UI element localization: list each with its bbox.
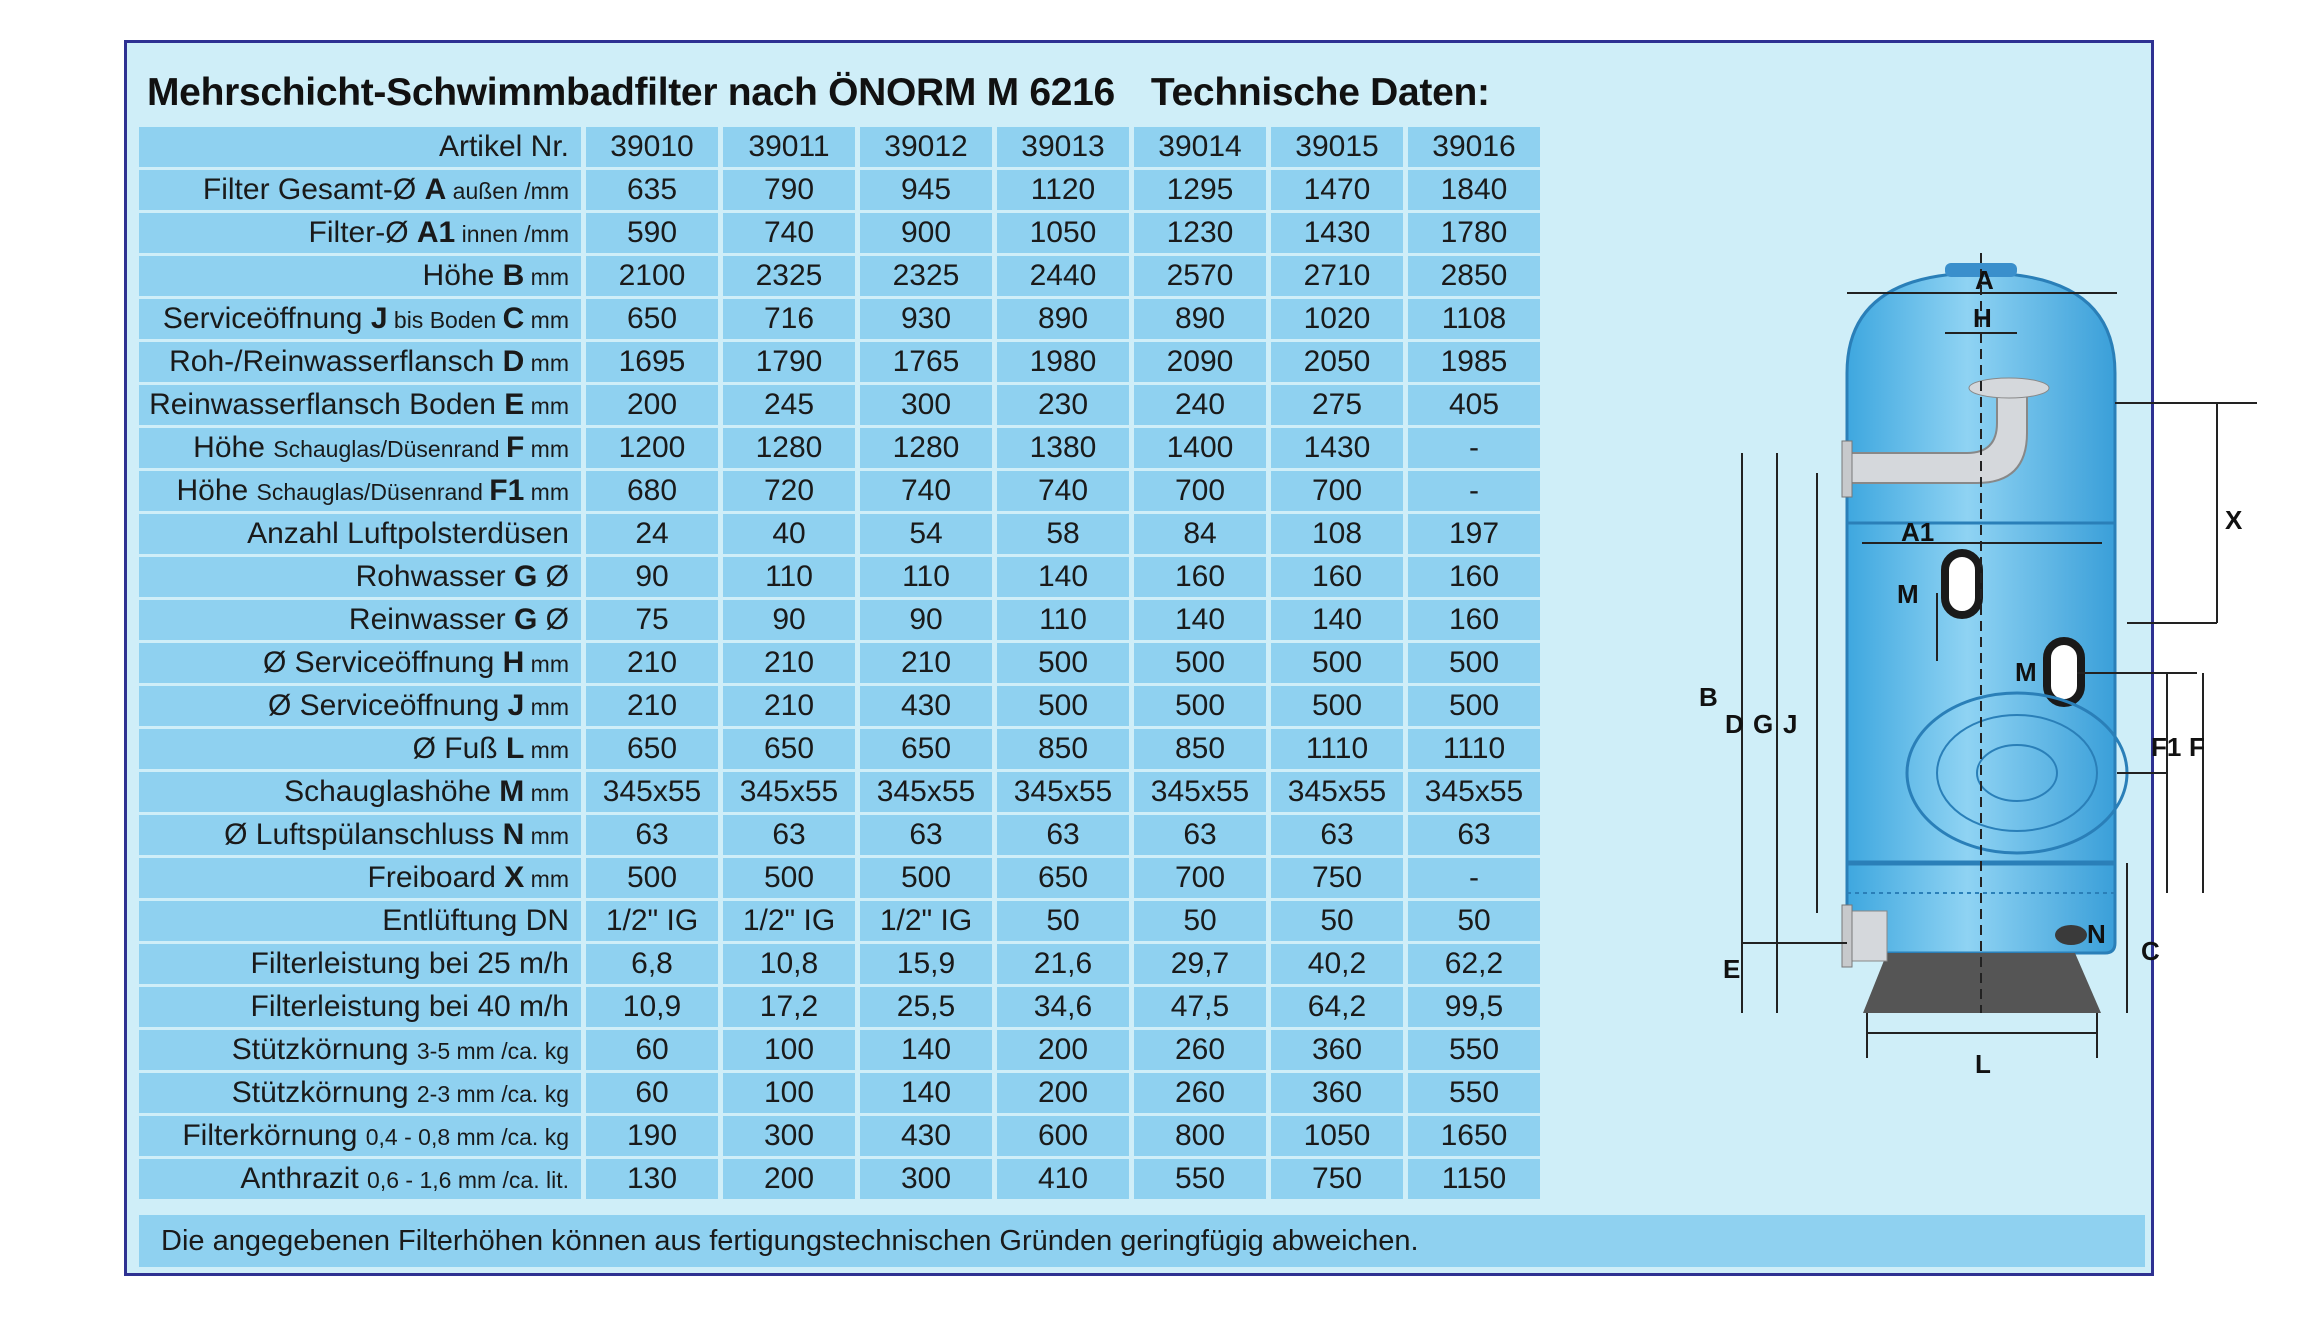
value-cell: 700 (1134, 471, 1266, 511)
label-unit: Schauglas/Düsenrand (256, 479, 490, 505)
row-label (139, 299, 581, 339)
value-cell: 110 (860, 557, 992, 597)
value-cell: 750 (1271, 858, 1403, 898)
label-symbol: H (502, 646, 525, 679)
value-cell: 345x55 (1134, 772, 1266, 812)
value-cell: 99,5 (1408, 987, 1540, 1027)
value-cell: 1650 (1408, 1116, 1540, 1156)
row-label (139, 944, 581, 984)
value-cell: 500 (997, 643, 1129, 683)
article-number-cell: 39010 (586, 127, 718, 167)
page-title (147, 61, 2147, 125)
value-cell: 54 (860, 514, 992, 554)
value-cell: - (1408, 858, 1540, 898)
row-label (139, 213, 581, 253)
article-number-cell: 39015 (1271, 127, 1403, 167)
value-cell: 160 (1408, 600, 1540, 640)
label-symbol: D (502, 345, 525, 378)
label-unit: 3-5 mm /ca. kg (416, 1038, 569, 1064)
label-symbol: G (513, 560, 538, 593)
value-cell: - (1408, 471, 1540, 511)
value-cell: 140 (1134, 600, 1266, 640)
value-cell: 90 (860, 600, 992, 640)
value-cell: 1430 (1271, 213, 1403, 253)
label-text: Filterkörnung (182, 1119, 366, 1152)
label-symbol: A1 (416, 216, 456, 249)
value-cell: 200 (997, 1073, 1129, 1113)
label-text: Schauglashöhe (284, 775, 500, 808)
value-cell: 790 (723, 170, 855, 210)
value-cell: 2325 (860, 256, 992, 296)
value-cell: 63 (1271, 815, 1403, 855)
value-cell: 50 (997, 901, 1129, 941)
value-cell: 47,5 (1134, 987, 1266, 1027)
value-cell: 160 (1271, 557, 1403, 597)
value-cell: 210 (586, 686, 718, 726)
label-text: Reinwasser (348, 603, 514, 636)
value-cell: 100 (723, 1073, 855, 1113)
dim-label-f: F (2189, 732, 2205, 762)
value-cell: 1790 (723, 342, 855, 382)
value-cell: 17,2 (723, 987, 855, 1027)
value-cell: 2325 (723, 256, 855, 296)
label-text: Ø Fuß (412, 732, 506, 765)
value-cell: 1980 (997, 342, 1129, 382)
label-symbol: L (505, 732, 525, 765)
title-technical-data: Technische Daten: (1150, 71, 1490, 114)
value-cell: 160 (1134, 557, 1266, 597)
row-label (139, 428, 581, 468)
label-text: Rohwasser (355, 560, 514, 593)
value-cell: 360 (1271, 1073, 1403, 1113)
value-cell: 700 (1271, 471, 1403, 511)
value-cell: 100 (723, 1030, 855, 1070)
value-cell: 1470 (1271, 170, 1403, 210)
value-cell: 240 (1134, 385, 1266, 425)
value-cell: 58 (997, 514, 1129, 554)
row-label (139, 729, 581, 769)
label-symbol: F (505, 431, 525, 464)
value-cell: 29,7 (1134, 944, 1266, 984)
value-cell: 245 (723, 385, 855, 425)
article-number-cell: 39012 (860, 127, 992, 167)
row-label (139, 514, 581, 554)
value-cell: 550 (1408, 1030, 1540, 1070)
value-cell: 62,2 (1408, 944, 1540, 984)
dim-label-m-1: M (1897, 579, 1919, 609)
label-unit: 2-3 mm /ca. kg (416, 1081, 569, 1107)
value-cell: 140 (1271, 600, 1403, 640)
value-cell: 650 (997, 858, 1129, 898)
label-text: Roh-/Reinwasserflansch (169, 345, 503, 378)
label-text: Filterleistung bei 40 m/h (250, 990, 569, 1023)
label-unit: mm (524, 307, 569, 333)
value-cell: 140 (997, 557, 1129, 597)
value-cell: 260 (1134, 1030, 1266, 1070)
value-cell: 63 (723, 815, 855, 855)
dim-label-a1: A1 (1901, 517, 1935, 547)
row-label (139, 170, 581, 210)
label-text: Reinwasserflansch Boden (149, 388, 505, 421)
dim-label-x: X (2225, 505, 2243, 535)
row-label (139, 600, 581, 640)
label-text: Filter-Ø (308, 216, 417, 249)
value-cell: 1230 (1134, 213, 1266, 253)
label-unit: mm (524, 436, 569, 462)
value-cell: 716 (723, 299, 855, 339)
article-number-cell: 39011 (723, 127, 855, 167)
label-text: Anthrazit (240, 1162, 368, 1195)
label-unit: bis Boden (387, 307, 503, 333)
value-cell: 25,5 (860, 987, 992, 1027)
value-cell: 90 (586, 557, 718, 597)
label-symbol: J (370, 302, 388, 335)
label-symbol: C (502, 302, 525, 335)
value-cell: 500 (1134, 686, 1266, 726)
label-symbol: F1 (489, 474, 525, 507)
label-symbol: A (424, 173, 447, 206)
dim-label-n: N (2087, 919, 2106, 949)
value-cell: 10,9 (586, 987, 718, 1027)
value-cell: 75 (586, 600, 718, 640)
value-cell: 110 (997, 600, 1129, 640)
row-label (139, 772, 581, 812)
label-symbol: J (507, 689, 525, 722)
label-unit: mm (524, 264, 569, 290)
label-text: Entlüftung DN (382, 904, 569, 937)
value-cell: 345x55 (723, 772, 855, 812)
value-cell: 550 (1408, 1073, 1540, 1113)
value-cell: 850 (997, 729, 1129, 769)
value-cell: 2050 (1271, 342, 1403, 382)
dim-label-e: E (1723, 954, 1741, 984)
value-cell: 430 (860, 686, 992, 726)
value-cell: 2090 (1134, 342, 1266, 382)
row-label (139, 342, 581, 382)
row-label (139, 1073, 581, 1113)
value-cell: 680 (586, 471, 718, 511)
value-cell: 650 (723, 729, 855, 769)
value-cell: 140 (860, 1073, 992, 1113)
title-main: Mehrschicht-Schwimmbadfilter nach ÖNORM M 6216 (147, 71, 1115, 114)
value-cell: 600 (997, 1116, 1129, 1156)
value-cell: 550 (1134, 1159, 1266, 1199)
value-cell: 63 (1134, 815, 1266, 855)
label-symbol: X (504, 861, 525, 894)
label-text: Höhe (422, 259, 503, 292)
label-unit: mm (524, 350, 569, 376)
dim-label-h: H (1973, 303, 1992, 333)
row-label (139, 1159, 581, 1199)
value-cell: 890 (1134, 299, 1266, 339)
value-cell: 890 (997, 299, 1129, 339)
value-cell: 210 (860, 643, 992, 683)
dim-label-j: J (1783, 709, 1798, 739)
value-cell: 590 (586, 213, 718, 253)
label-symbol: G (513, 603, 538, 636)
article-number-cell: 39014 (1134, 127, 1266, 167)
value-cell: 34,6 (997, 987, 1129, 1027)
label-text: Ø Serviceöffnung (263, 646, 503, 679)
value-cell: 60 (586, 1030, 718, 1070)
label-text: Freiboard (367, 861, 505, 894)
row-label (139, 256, 581, 296)
value-cell: - (1408, 428, 1540, 468)
label-text: Ø Serviceöffnung (268, 689, 508, 722)
value-cell: 1430 (1271, 428, 1403, 468)
value-cell: 850 (1134, 729, 1266, 769)
value-cell: 210 (586, 643, 718, 683)
row-label (139, 471, 581, 511)
value-cell: 1295 (1134, 170, 1266, 210)
value-cell: 108 (1271, 514, 1403, 554)
value-cell: 930 (860, 299, 992, 339)
row-label (139, 815, 581, 855)
value-cell: 1120 (997, 170, 1129, 210)
dim-label-l: L (1975, 1049, 1991, 1079)
value-cell: 10,8 (723, 944, 855, 984)
value-cell: 197 (1408, 514, 1540, 554)
value-cell: 190 (586, 1116, 718, 1156)
value-cell: 50 (1134, 901, 1266, 941)
value-cell: 63 (586, 815, 718, 855)
value-cell: 700 (1134, 858, 1266, 898)
label-symbol: B (502, 259, 525, 292)
value-cell: 720 (723, 471, 855, 511)
row-label (139, 1116, 581, 1156)
label-symbol: M (499, 775, 525, 808)
value-cell: 500 (997, 686, 1129, 726)
label-unit: mm (524, 780, 569, 806)
label-text: Artikel Nr. (438, 130, 569, 163)
value-cell: 2850 (1408, 256, 1540, 296)
value-cell: 740 (860, 471, 992, 511)
label-text: Ø Luftspülanschluss (224, 818, 503, 851)
value-cell: 740 (723, 213, 855, 253)
value-cell: 140 (860, 1030, 992, 1070)
value-cell: 50 (1408, 901, 1540, 941)
value-cell: 500 (1271, 643, 1403, 683)
value-cell: 500 (586, 858, 718, 898)
value-cell: 635 (586, 170, 718, 210)
value-cell: 1110 (1408, 729, 1540, 769)
value-cell: 160 (1408, 557, 1540, 597)
label-unit: mm (524, 651, 569, 677)
value-cell: 650 (586, 299, 718, 339)
value-cell: 210 (723, 686, 855, 726)
label-text: Ø (537, 560, 569, 593)
value-cell: 275 (1271, 385, 1403, 425)
value-cell: 1780 (1408, 213, 1540, 253)
dim-label-c: C (2141, 936, 2160, 966)
dim-label-g: G (1753, 709, 1774, 739)
air-connection (2055, 925, 2087, 945)
label-text: Filterleistung bei 25 m/h (250, 947, 569, 980)
value-cell: 40 (723, 514, 855, 554)
value-cell: 260 (1134, 1073, 1266, 1113)
value-cell: 1110 (1271, 729, 1403, 769)
value-cell: 2100 (586, 256, 718, 296)
label-unit: mm (524, 479, 569, 505)
value-cell: 405 (1408, 385, 1540, 425)
value-cell: 345x55 (586, 772, 718, 812)
value-cell: 6,8 (586, 944, 718, 984)
value-cell: 130 (586, 1159, 718, 1199)
value-cell: 1400 (1134, 428, 1266, 468)
value-cell: 300 (723, 1116, 855, 1156)
row-label (139, 901, 581, 941)
value-cell: 1/2" IG (723, 901, 855, 941)
value-cell: 500 (860, 858, 992, 898)
row-label (139, 858, 581, 898)
row-label (139, 643, 581, 683)
label-unit: 0,4 - 0,8 mm /ca. kg (365, 1124, 569, 1150)
label-text: Stützkörnung (231, 1076, 417, 1109)
label-unit: 0,6 - 1,6 mm /ca. lit. (367, 1167, 569, 1193)
value-cell: 84 (1134, 514, 1266, 554)
value-cell: 345x55 (997, 772, 1129, 812)
value-cell: 90 (723, 600, 855, 640)
value-cell: 60 (586, 1073, 718, 1113)
value-cell: 345x55 (1271, 772, 1403, 812)
sight-glass-1 (1945, 553, 1979, 615)
label-unit: mm (524, 866, 569, 892)
article-number-cell: 39016 (1408, 127, 1540, 167)
value-cell: 230 (997, 385, 1129, 425)
value-cell: 1840 (1408, 170, 1540, 210)
value-cell: 500 (1408, 686, 1540, 726)
value-cell: 750 (1271, 1159, 1403, 1199)
value-cell: 410 (997, 1159, 1129, 1199)
dim-label-a: A (1975, 265, 1994, 295)
value-cell: 650 (860, 729, 992, 769)
row-label (139, 686, 581, 726)
value-cell: 1695 (586, 342, 718, 382)
value-cell: 1200 (586, 428, 718, 468)
label-unit: innen /mm (455, 221, 569, 247)
value-cell: 1/2" IG (586, 901, 718, 941)
row-label (139, 127, 581, 167)
label-unit: mm (524, 393, 569, 419)
value-cell: 1280 (860, 428, 992, 468)
value-cell: 1985 (1408, 342, 1540, 382)
label-unit: außen /mm (446, 178, 569, 204)
value-cell: 945 (860, 170, 992, 210)
dim-label-f1: F1 (2151, 732, 2182, 762)
dim-label-b: B (1699, 682, 1718, 712)
value-cell: 500 (1134, 643, 1266, 683)
value-cell: 300 (860, 1159, 992, 1199)
label-text: Serviceöffnung (162, 302, 371, 335)
value-cell: 1765 (860, 342, 992, 382)
label-unit: mm (524, 823, 569, 849)
value-cell: 21,6 (997, 944, 1129, 984)
bottom-pipe (1847, 911, 1887, 961)
value-cell: 40,2 (1271, 944, 1403, 984)
label-text: Höhe (193, 431, 274, 464)
value-cell: 210 (723, 643, 855, 683)
value-cell: 345x55 (860, 772, 992, 812)
value-cell: 2710 (1271, 256, 1403, 296)
label-symbol: E (504, 388, 525, 421)
value-cell: 1150 (1408, 1159, 1540, 1199)
value-cell: 110 (723, 557, 855, 597)
value-cell: 1050 (1271, 1116, 1403, 1156)
sight-glass-2 (2047, 641, 2081, 703)
footnote: Die angegebenen Filterhöhen können aus fertigungstechnischen Gründen geringfügig abweichen. (139, 1215, 2145, 1267)
label-unit: mm (524, 737, 569, 763)
value-cell: 2440 (997, 256, 1129, 296)
value-cell: 500 (723, 858, 855, 898)
value-cell: 64,2 (1271, 987, 1403, 1027)
value-cell: 2570 (1134, 256, 1266, 296)
value-cell: 63 (860, 815, 992, 855)
label-text: Stützkörnung (231, 1033, 417, 1066)
value-cell: 650 (586, 729, 718, 769)
dim-label-m-2: M (2015, 657, 2037, 687)
value-cell: 1380 (997, 428, 1129, 468)
value-cell: 1050 (997, 213, 1129, 253)
row-label (139, 557, 581, 597)
label-unit: mm (524, 694, 569, 720)
article-number-cell: 39013 (997, 127, 1129, 167)
value-cell: 1108 (1408, 299, 1540, 339)
value-cell: 200 (723, 1159, 855, 1199)
label-text: Filter Gesamt-Ø (202, 173, 425, 206)
label-symbol: N (502, 818, 525, 851)
value-cell: 500 (1271, 686, 1403, 726)
label-text: Anzahl Luftpolsterdüsen (247, 517, 569, 550)
row-label (139, 1030, 581, 1070)
dim-label-d: D (1725, 709, 1744, 739)
row-label (139, 385, 581, 425)
value-cell: 50 (1271, 901, 1403, 941)
label-unit: Schauglas/Düsenrand (273, 436, 506, 462)
value-cell: 1/2" IG (860, 901, 992, 941)
value-cell: 63 (1408, 815, 1540, 855)
value-cell: 500 (1408, 643, 1540, 683)
label-text: Höhe (176, 474, 257, 507)
datasheet-frame (124, 40, 2243, 1276)
value-cell: 200 (997, 1030, 1129, 1070)
filter-diagram (1697, 253, 2257, 1133)
label-text: Ø (537, 603, 569, 636)
value-cell: 24 (586, 514, 718, 554)
value-cell: 345x55 (1408, 772, 1540, 812)
value-cell: 300 (860, 385, 992, 425)
value-cell: 740 (997, 471, 1129, 511)
value-cell: 360 (1271, 1030, 1403, 1070)
value-cell: 200 (586, 385, 718, 425)
value-cell: 63 (997, 815, 1129, 855)
value-cell: 430 (860, 1116, 992, 1156)
value-cell: 1280 (723, 428, 855, 468)
value-cell: 800 (1134, 1116, 1266, 1156)
value-cell: 15,9 (860, 944, 992, 984)
row-label (139, 987, 581, 1027)
value-cell: 900 (860, 213, 992, 253)
value-cell: 1020 (1271, 299, 1403, 339)
